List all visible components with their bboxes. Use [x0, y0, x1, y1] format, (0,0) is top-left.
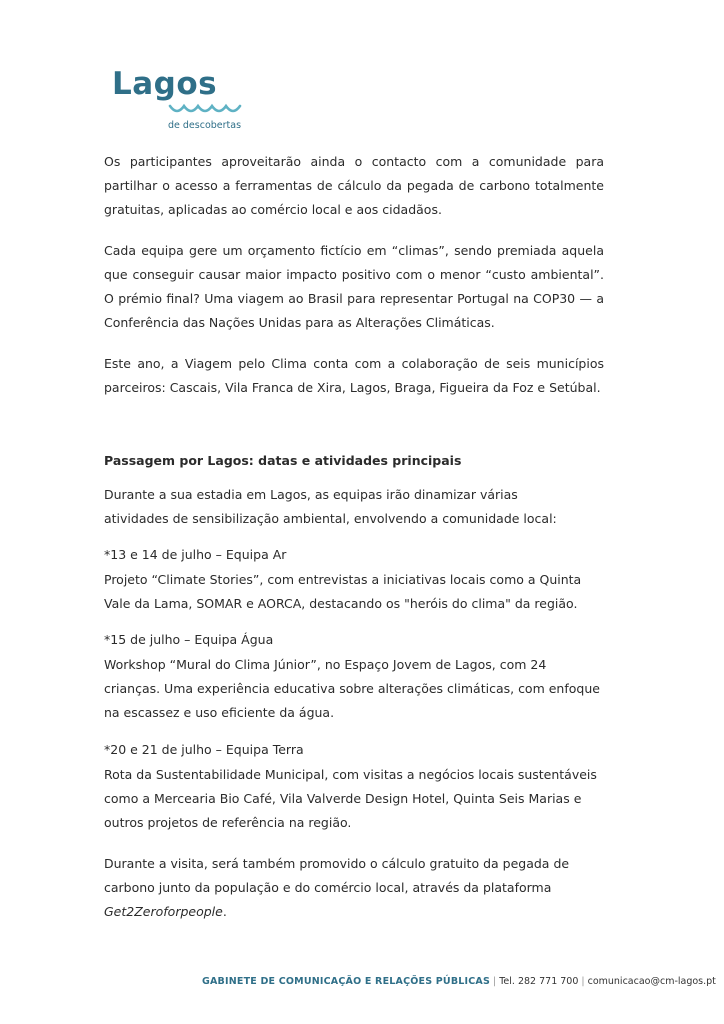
section-heading: Passagem por Lagos: datas e atividades principais — [104, 453, 462, 468]
footer-separator: | — [493, 976, 497, 987]
closing-period: . — [222, 904, 227, 919]
footer-separator-2: | — [581, 976, 585, 987]
footer-email: comunicacao@cm-lagos.pt — [587, 976, 716, 987]
team-terra-text: Rota da Sustentabilidade Municipal, com visitas a negócios locais sustentáveis como a Mercearia Bio Café, Vila Valverde Design Hotel, Quinta Seis Marias e outros projetos de referência na região. — [104, 767, 597, 830]
platform-name: Get2Zeroforpeople — [104, 904, 223, 919]
closing-text: Durante a visita, será também promovido o cálculo gratuito da pegada de carbono junto da população e do comércio local, através da plataforma — [104, 856, 570, 895]
team-ar-date: *13 e 14 de julho – Equipa Ar — [104, 547, 287, 562]
lagos-logo — [112, 66, 252, 134]
paragraph-intro: Durante a sua estadia em Lagos, as equipas irão dinamizar várias atividades de sensibilização ambiental, envolvendo a comunidade local: — [104, 487, 557, 526]
team-terra-date: *20 e 21 de julho – Equipa Terra — [104, 742, 304, 757]
team-ar-text: Projeto “Climate Stories”, com entrevistas a iniciativas locais como a Quinta Vale da Lama, SOMAR e AORCA, destacando os "heróis do clima" da região. — [104, 572, 582, 611]
paragraph-budget: Cada equipa gere um orçamento fictício em “climas”, sendo premiada aquela que conseguir causar maior impacto positivo com o menor “custo ambiental”. O prémio final? Uma viagem ao Brasil para representar Portugal na COP30 — a Conferência das Nações Unidas para as Alterações Climáticas. — [104, 243, 604, 330]
logo-tagline: de descobertas — [168, 120, 242, 131]
footer-org: GABINETE DE COMUNICAÇÃO E RELAÇÕES PÚBLICAS — [202, 976, 491, 987]
team-agua-date: *15 de julho – Equipa Água — [104, 632, 274, 647]
footer — [202, 974, 716, 990]
waves-icon — [168, 102, 242, 120]
team-agua-text: Workshop “Mural do Clima Júnior”, no Espaço Jovem de Lagos, com 24 crianças. Uma experiência educativa sobre alterações climáticas, com enfoque na escassez e uso eficiente da água. — [104, 657, 600, 720]
footer-phone: Tel. 282 771 700 — [499, 976, 579, 987]
paragraph-partners: Este ano, a Viagem pelo Clima conta com a colaboração de seis municípios parceiros: Cascais, Vila Franca de Xira, Lagos, Braga, Figueira da Foz e Setúbal. — [104, 356, 604, 395]
paragraph-closing — [104, 852, 594, 924]
logo-wordmark: Lagos — [112, 66, 218, 102]
paragraph-tools: Os participantes aproveitarão ainda o contacto com a comunidade para partilhar o acesso a ferramentas de cálculo da pegada de carbono totalmente gratuitas, aplicadas ao comércio local e aos cidadãos. — [104, 154, 604, 217]
